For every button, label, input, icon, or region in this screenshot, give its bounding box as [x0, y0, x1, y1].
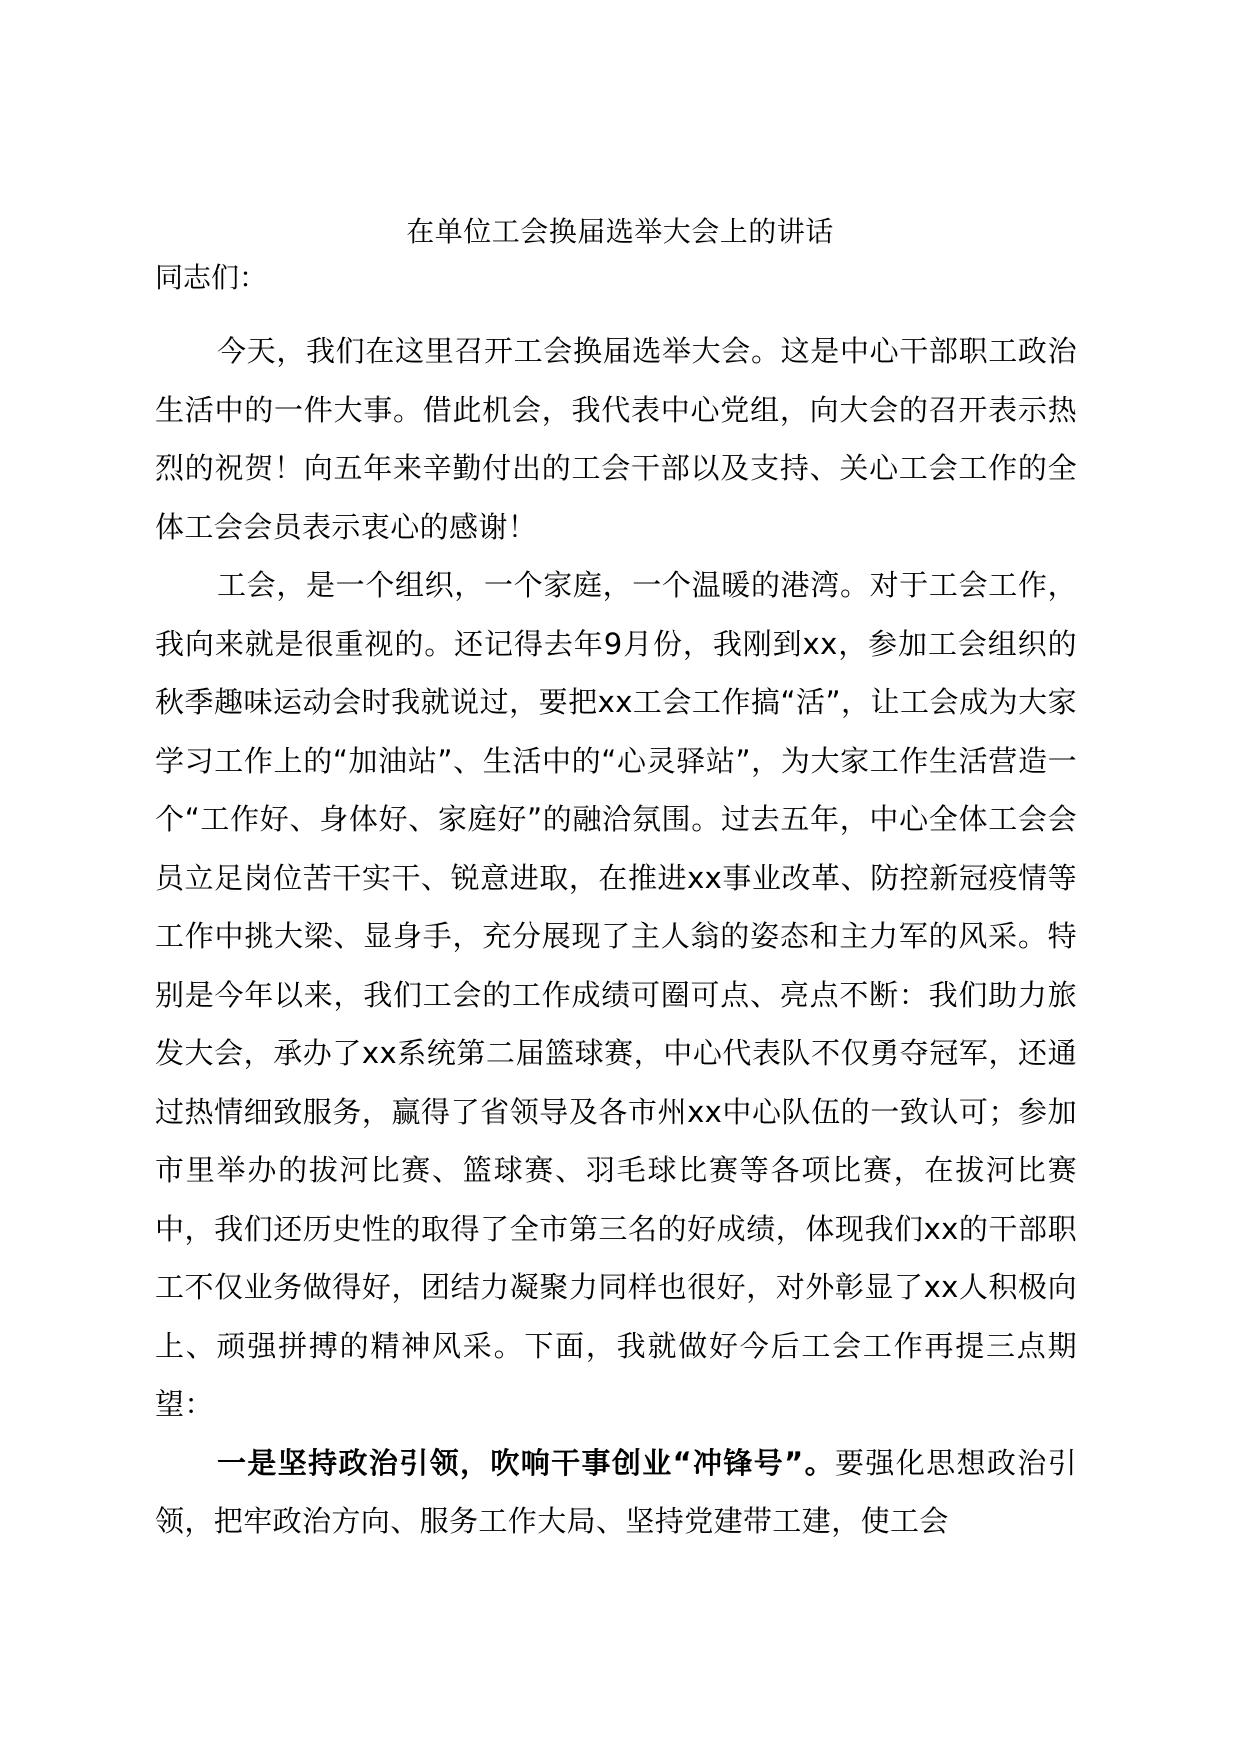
- paragraph-expectation-one: [155, 1434, 1077, 1551]
- paragraph-lead: 一是坚持政治引领，吹响干事创业“冲锋号”。: [217, 1445, 835, 1480]
- paragraph-opening: [155, 322, 1077, 556]
- paragraph-union-work: [155, 556, 1077, 1434]
- document-title: 在单位工会换届选举大会上的讲话: [406, 215, 834, 248]
- document-body: [155, 322, 1077, 1551]
- paragraph-text: 工会，是一个组织，一个家庭，一个温暖的港湾。对于工会工作，我向来就是很重视的。还记得去年9月份，我刚到xx，参加工会组织的秋季趣味运动会时我就说过，要把xx工会工作搞“活”，让工会成为大家学习工作上的“加油站”、生活中的“心灵驿站”，为大家工作生活营造一个“工作好、身体好、家庭好”的融洽氛围。过去五年，中心全体工会会员立足岗位苦干实干、锐意进取，在推进xx事业改革、防控新冠疫情等工作中挑大梁、显身手，充分展现了主人翁的姿态和主力军的风采。特别是今年以来，我们工会的工作成绩可圈可点、亮点不断：我们助力旅发大会，承办了xx系统第二届篮球赛，中心代表队不仅勇夺冠军，还通过热情细致服务，赢得了省领导及各市州xx中心队伍的一致认可；参加市里举办的拔河比赛、篮球赛、羽毛球比赛等各项比赛，在拔河比赛中，我们还历史性的取得了全市第三名的好成绩，体现我们xx的干部职工不仅业务做得好，团结力凝聚力同样也很好，对外彰显了xx人积极向上、顽强拼搏的精神风采。下面，我就做好今后工会工作再提三点期望：: [155, 568, 1077, 1421]
- paragraph-text: 要强化思想政治引领，把牢政治方向、服务工作大局、坚持党建带工建，使工会: [155, 1445, 1078, 1538]
- salutation: 同志们：: [155, 261, 268, 294]
- paragraph-text: 今天，我们在这里召开工会换届选举大会。这是中心干部职工政治生活中的一件大事。借此机会，我代表中心党组，向大会的召开表示热烈的祝贺！向五年来辛勤付出的工会干部以及支持、关心工会工作的全体工会会员表示衷心的感谢！: [155, 334, 1077, 544]
